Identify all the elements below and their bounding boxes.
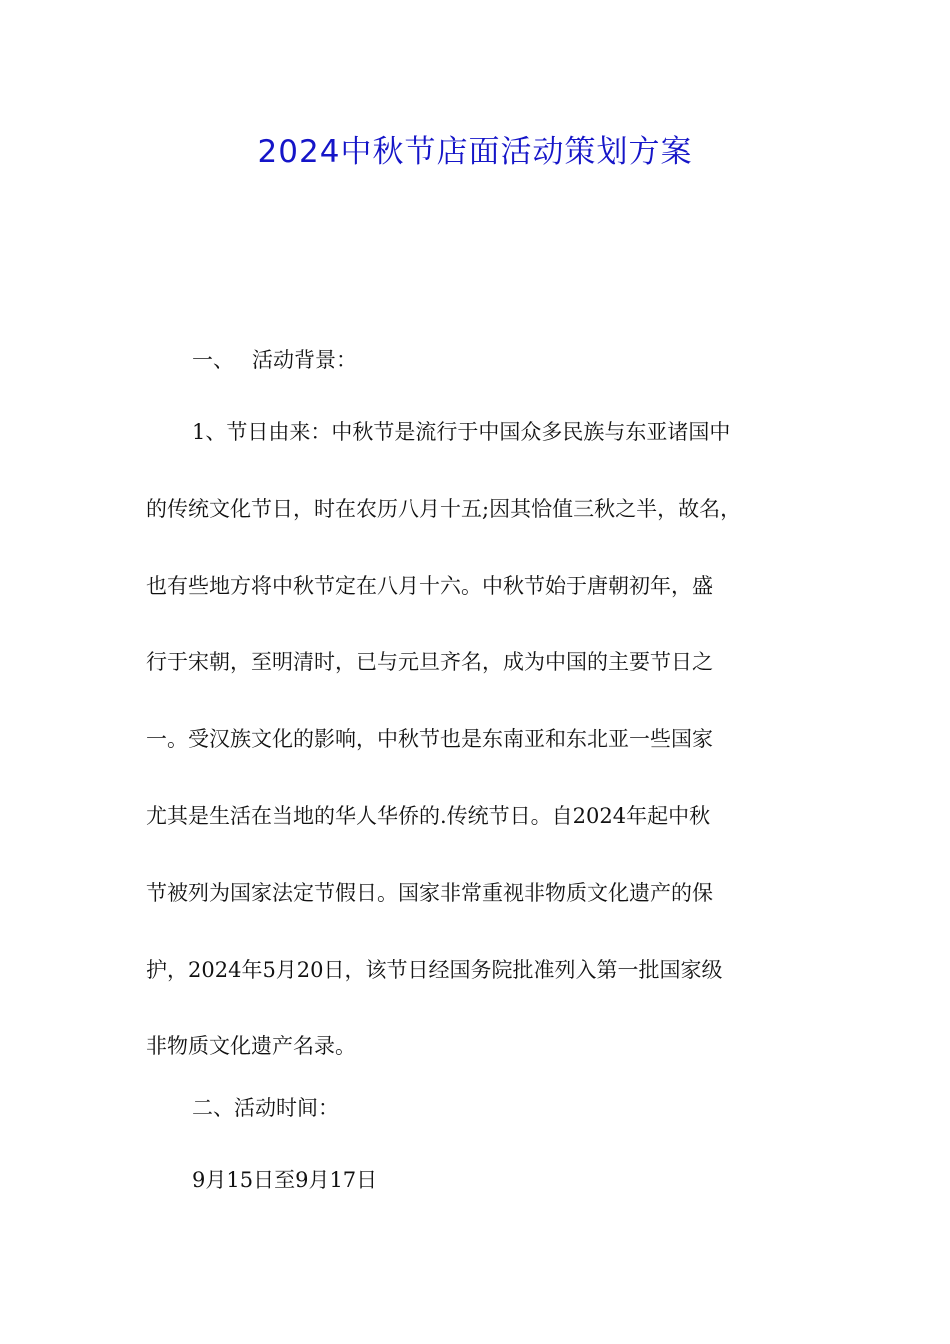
paragraph-line: 节被列为国家法定节假日。国家非常重视非物质文化遗产的保 (146, 880, 713, 905)
paragraph-line: 1、节日由来：中秋节是流行于中国众多民族与东亚诸国中 (192, 420, 731, 444)
activity-date-range: 9月15日至9月17日 (192, 1168, 378, 1192)
section-heading-time: 二、活动时间： (192, 1096, 339, 1120)
paragraph-line: 也有些地方将中秋节定在八月十六。中秋节始于唐朝初年，盛 (146, 573, 713, 598)
paragraph-festival-origin (146, 414, 810, 1064)
paragraph-line: 护，2024年5月20日，该节日经国务院批准列入第一批国家级 (146, 957, 723, 982)
paragraph-line: 一。受汉族文化的影响，中秋节也是东南亚和东北亚一些国家 (146, 727, 713, 752)
section-title: 活动背景： (252, 348, 357, 372)
section-heading-background (192, 342, 357, 378)
paragraph-line: 非物质文化遗产名录。 (146, 1034, 356, 1059)
paragraph-line: 的传统文化节日，时在农历八月十五;因其恰值三秋之半，故名， (146, 496, 742, 521)
document-title: 2024中秋节店面活动策划方案 (257, 134, 693, 170)
paragraph-line: 尤其是生活在当地的华人华侨的.传统节日。自2024年起中秋 (146, 803, 711, 828)
section-number: 一、 (192, 348, 234, 372)
paragraph-line: 行于宋朝，至明清时，已与元旦齐名，成为中国的主要节日之 (146, 650, 713, 675)
